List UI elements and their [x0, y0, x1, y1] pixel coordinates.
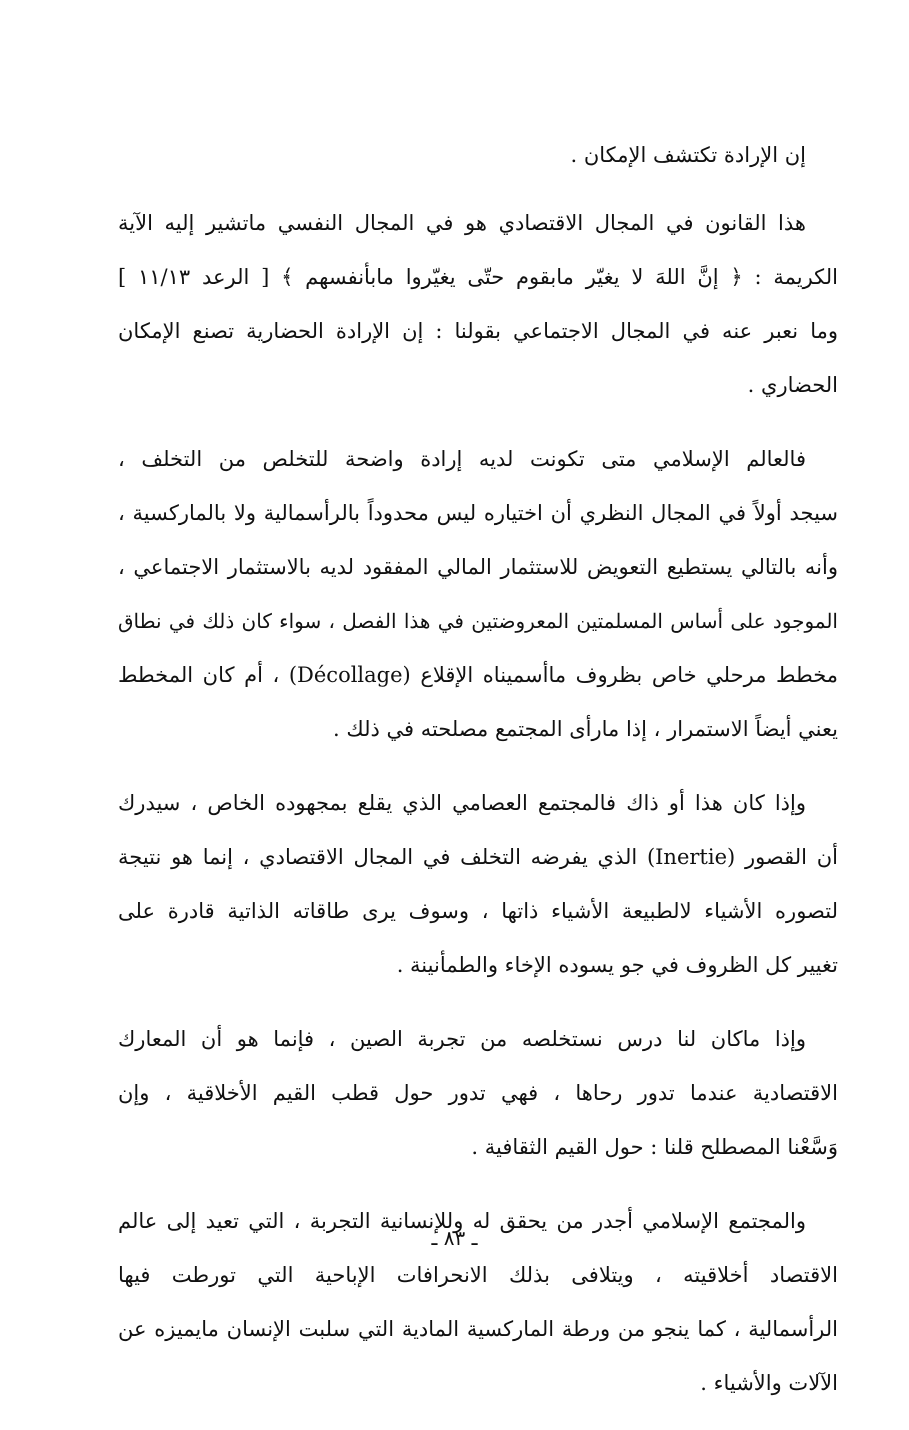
- text-line: يعني أيضاً الاستمرار ، إذا مارأى المجتمع مصلحته في ذلك .: [333, 717, 838, 741]
- text-line: الرأسمالية ، كما ينجو من ورطة الماركسية المادية التي سلبت الإنسان مايميزه عن: [118, 1317, 838, 1341]
- text-line: الكريمة : ﴿ إنَّ اللهَ لا يغيّر مابقوم حتّى يغيّروا مابأنفسهم ﴾ [ الرعد ١١/١٣ ]: [118, 265, 838, 289]
- text-line: أن القصور (Inertie) الذي يفرضه التخلف في المجال الاقتصادي ، إنما هو نتيجة: [118, 845, 838, 869]
- paragraph-5: [118, 1012, 838, 1174]
- text-line: تغيير كل الظروف في جو يسوده الإخاء والطمأنينة .: [396, 953, 838, 977]
- text-line: الحضاري .: [747, 373, 838, 397]
- text-line: الاقتصاد أخلاقيته ، ويتلافى بذلك الانحرافات الإباحية التي تورطت فيها: [118, 1263, 838, 1287]
- paragraph-4: [118, 776, 838, 992]
- text-line: سيجد أولاً في المجال النظري أن اختياره ليس محدوداً بالرأسمالية ولا بالماركسية ،: [118, 501, 838, 525]
- text-line: لتصوره الأشياء لالطبيعة الأشياء ذاتها ، وسوف يرى طاقاته الذاتية قادرة على: [118, 899, 838, 923]
- text-line: الاقتصادية عندما تدور رحاها ، فهي تدور حول قطب القيم الأخلاقية ، وإن: [118, 1081, 838, 1105]
- paragraph-3: [118, 432, 838, 756]
- text-line: إن الإرادة تكتشف الإمكان .: [570, 143, 806, 167]
- text-line: الآلات والأشياء .: [700, 1371, 838, 1395]
- text-line: الموجود على أساس المسلمتين المعروضتين في هذا الفصل ، سواء كان ذلك في نطاق: [118, 609, 838, 633]
- text-line: فالعالم الإسلامي متى تكونت لديه إرادة واضحة للتخلص من التخلف ،: [118, 447, 806, 471]
- text-line: وإذا كان هذا أو ذاك فالمجتمع العصامي الذي يقلع بمجهوده الخاص ، سيدرك: [118, 791, 806, 815]
- page-number: ـ ٨٣ ـ: [431, 1226, 478, 1250]
- text-line: وما نعبر عنه في المجال الاجتماعي بقولنا : إن الإرادة الحضارية تصنع الإمكان: [118, 319, 838, 343]
- text-line: وإذا ماكان لنا درس نستخلصه من تجربة الصين ، فإنما هو أن المعارك: [118, 1027, 806, 1051]
- paragraph-2: [118, 196, 838, 412]
- text-line: والمجتمع الإسلامي أجدر من يحقق له وللإنسانية التجربة ، التي تعيد إلى عالم: [118, 1209, 806, 1233]
- text-line: هذا القانون في المجال الاقتصادي هو في المجال النفسي ماتشير إليه الآية: [118, 211, 806, 235]
- text-line: وأنه بالتالي يستطيع التعويض للاستثمار المالي المفقود لديه بالاستثمار الاجتماعي ،: [118, 555, 838, 579]
- text-line: مخطط مرحلي خاص بظروف ماأسميناه الإقلاع (Décollage) ، أم كان المخطط: [118, 663, 838, 687]
- paragraph-1: [118, 128, 838, 182]
- text-line: وَسَّعْنا المصطلح قلنا : حول القيم الثقافية .: [471, 1135, 838, 1159]
